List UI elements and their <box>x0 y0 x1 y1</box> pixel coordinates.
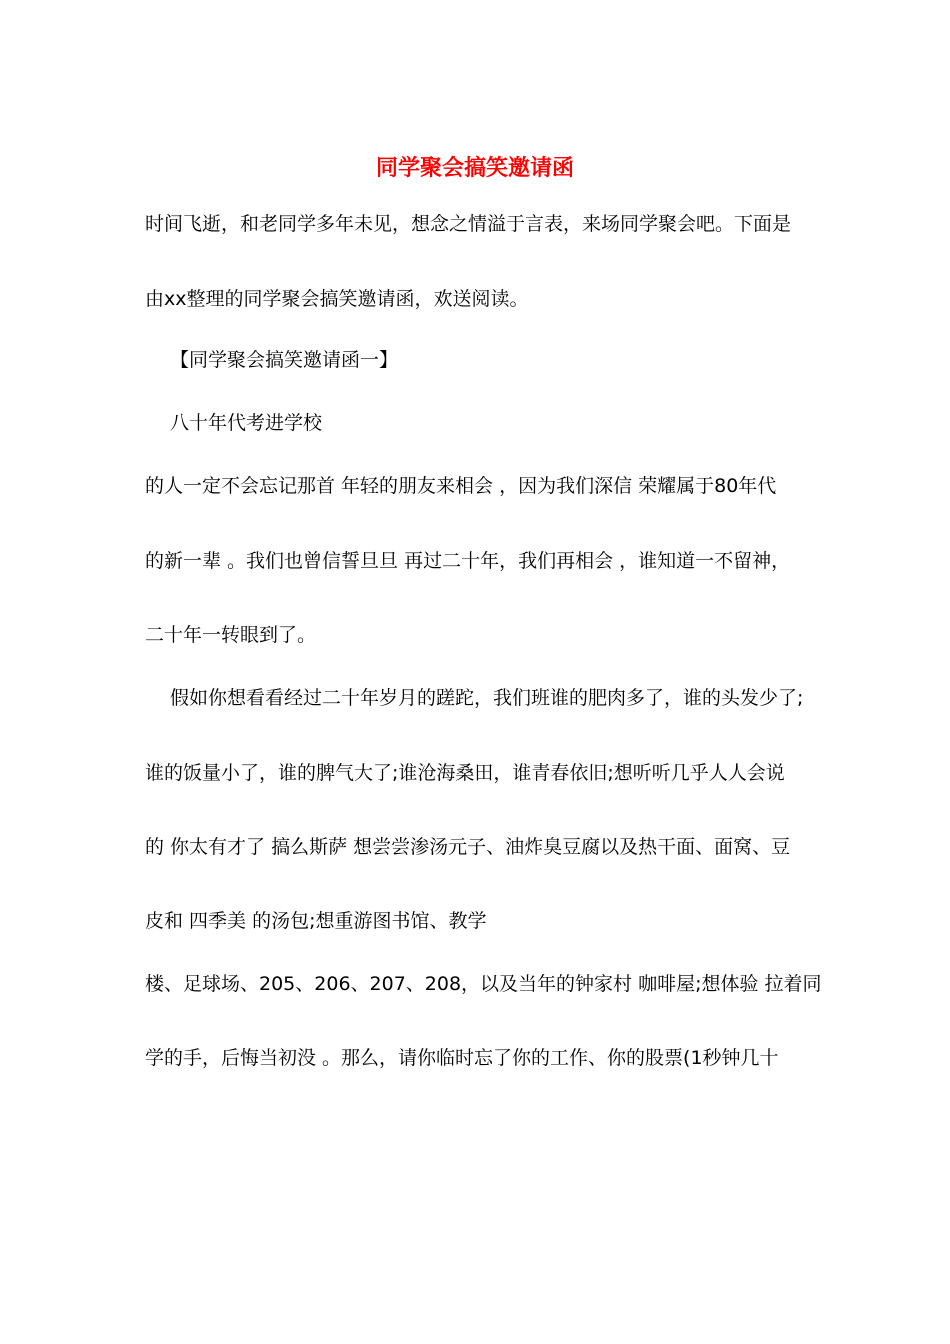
paragraph-line: 的 你太有才了 搞么斯萨 想尝尝渗汤元子、油炸臭豆腐以及热干面、面窝、豆 <box>145 836 791 858</box>
paragraph-line: 学的手，后悔当初没 。那么，请你临时忘了你的工作、你的股票(1秒钟几十 <box>145 1047 779 1069</box>
paragraph-line: 谁的饭量小了，谁的脾气大了;谁沧海桑田，谁青春依旧;想听听几乎人人会说 <box>145 762 785 784</box>
paragraph-line: 时间飞逝，和老同学多年未见，想念之情溢于言表，来场同学聚会吧。下面是 <box>145 213 792 235</box>
paragraph-line: 由xx整理的同学聚会搞笑邀请函，欢送阅读。 <box>145 288 529 310</box>
paragraph-line: 的新一辈 。我们也曾信誓旦旦 再过二十年，我们再相会 ，谁知道一不留神， <box>145 550 791 572</box>
paragraph-line: 楼、足球场、205、206、207、208，以及当年的钟家村 咖啡屋;想体验 拉着同 <box>145 973 822 995</box>
paragraph-line: 假如你想看看经过二十年岁月的蹉跎，我们班谁的肥肉多了，谁的头发少了; <box>170 687 804 709</box>
document-title: 同学聚会搞笑邀请函 <box>375 155 574 181</box>
section-heading: 【同学聚会搞笑邀请函一】 <box>170 349 399 371</box>
paragraph-line: 二十年一转眼到了。 <box>145 624 317 646</box>
paragraph-line: 的人一定不会忘记那首 年轻的朋友来相会 ，因为我们深信 荣耀属于80年代 <box>145 475 777 497</box>
paragraph-line: 八十年代考进学校 <box>170 412 323 434</box>
paragraph-line: 皮和 四季美 的汤包;想重游图书馆、教学 <box>145 910 487 932</box>
